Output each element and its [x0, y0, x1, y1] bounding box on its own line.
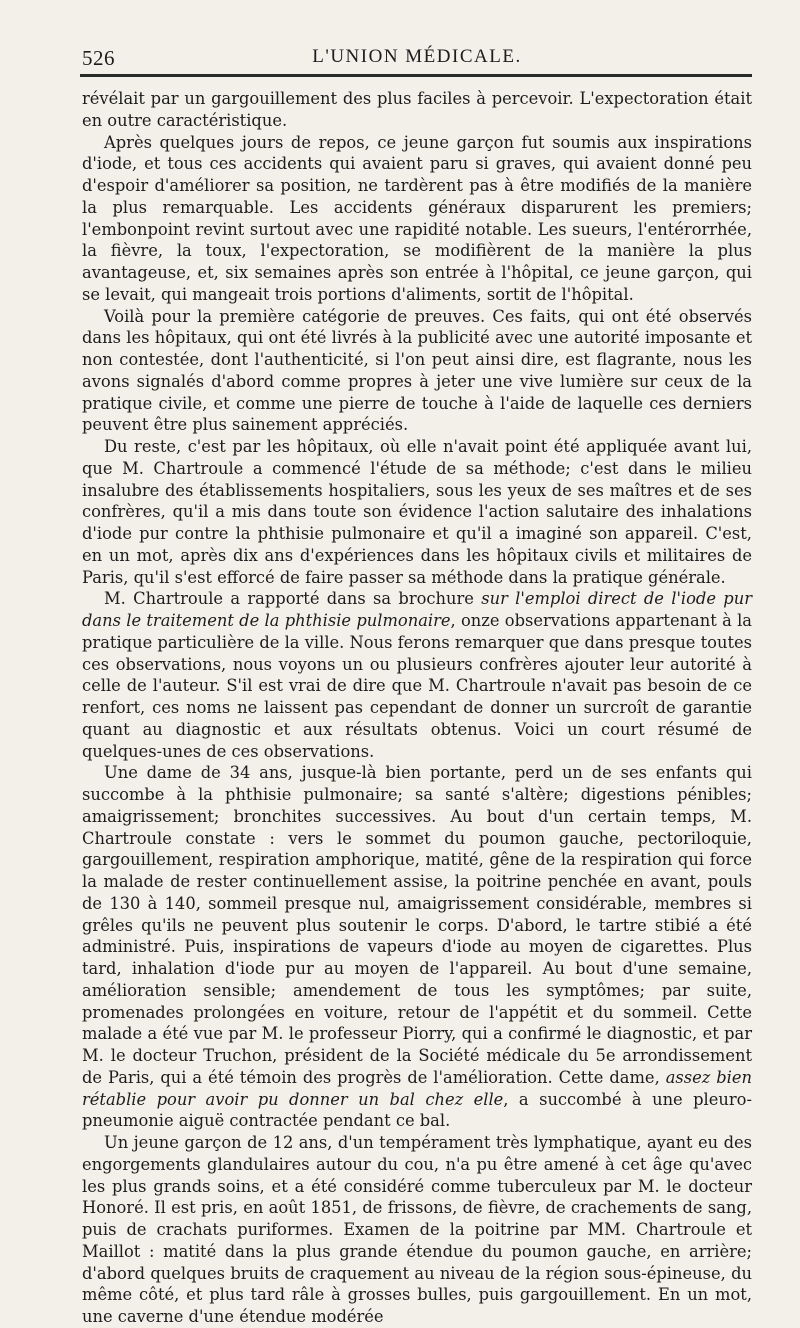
paragraph-text: Un jeune garçon de 12 ans, d'un tempérament très lymphatique, ayant eu des engorgements glandulaires autour du cou, n'a pu être amené à cet âge qu'avec les plus grands soins, et a été considéré comme tuberculeux par M. le docteur Honoré. Il est pris, en août 1851, de frissons, de fièvre, de crachements de sang, puis de crachats puriformes. Examen de la poitrine par MM. Chartroule et Maillot : matité dans la plus grande étendue du poumon gauche, en arrière; d'abord quelques bruits de craquement au niveau de la région sous-épineuse, du même côté, et plus tard râle à grosses bulles, puis gargouillement. En un mot, une caverne d'une étendue modérée	[82, 1133, 752, 1326]
paragraph-text: M. Chartroule a rapporté dans sa brochure	[104, 589, 482, 609]
paragraph	[82, 306, 752, 437]
paragraph-text: révélait par un gargouillement des plus faciles à percevoir. L'expectoration était en outre caractéristique.	[82, 89, 752, 130]
paragraph	[82, 762, 752, 1132]
body-text	[82, 88, 752, 1328]
paragraph	[82, 436, 752, 588]
header-rule	[80, 74, 752, 77]
paragraph-text: Voilà pour la première catégorie de preuves. Ces faits, qui ont été observés dans les hôpitaux, qui ont été livrés à la publicité avec une autorité imposante et non contestée, dont l'authenticité, si l'on peut ainsi dire, est flagrante, nous les avons signalés d'abord comme propres à jeter une vive lumière sur ceux de la pratique civile, et comme une pierre de touche à l'aide de laquelle ces derniers peuvent être plus sainement appréciés.	[82, 306, 752, 435]
page-header	[82, 44, 752, 74]
running-title: L'UNION MÉDICALE.	[312, 46, 522, 67]
paragraph-text: Du reste, c'est par les hôpitaux, où elle n'avait point été appliquée avant lui, que M. Chartroule a commencé l'étude de sa méthode; c'est dans le milieu insalubre des établissements hospitaliers, sous les yeux de ses maîtres et de ses confrères, qu'il a mis dans toute son évidence l'action salutaire des inhalations d'iode pur contre la phthisie pulmonaire et qu'il a imaginé son appareil. C'est, en un mot, après dix ans d'expériences dans les hôpitaux civils et militaires de Paris, qu'il s'est efforcé de faire passer sa méthode dans la pratique générale.	[82, 437, 752, 587]
paragraph-text: , onze observations appartenant à la pratique particulière de la ville. Nous ferons remarquer que dans presque toutes ces observations, nous voyons un ou plusieurs confrères ajouter leur autorité à celle de l'auteur. S'il est vrai de dire que M. Chartroule n'avait pas besoin de ce renfort, ces noms ne laissent pas cependant de donner un surcroît de garantie quant au diagnostic et aux résultats obtenus. Voici un court résumé de quelques-unes de ces observations.	[82, 611, 752, 761]
paragraph-text: Une dame de 34 ans, jusque-là bien portante, perd un de ses enfants qui succombe à la phthisie pulmonaire; sa santé s'altère; digestions pénibles; amaigrissement; bronchites successives. Au bout d'un certain temps, M. Chartroule constate : vers le sommet du poumon gauche, pectoriloquie, gargouillement, respiration amphorique, matité, gêne de la respiration qui force la malade de rester continuellement assise, la poitrine penchée en avant, pouls de 130 à 140, sommeil presque nul, amaigrissement considérable, membres si grêles qu'ils ne peuvent plus soutenir le corps. D'abord, le tartre stibié a été administré. Puis, inspirations de vapeurs d'iode au moyen de cigarettes. Plus tard, inhalation d'iode pur au moyen de l'appareil. Au bout d'une semaine, amélioration sensible; amendement de tous les symptômes; par suite, promenades prolongées en voiture, retour de l'appétit et du sommeil. Cette malade a été vue par M. le professeur Piorry, qui a confirmé le diagnostic, et par M. le docteur Truchon, président de la Société médicale du 5e arrondissement de Paris, qui a été témoin des progrès de l'amélioration. Cette dame,	[82, 763, 752, 1087]
italic-phrase: assez bien rétablie pour avoir pu donner un bal chez elle	[82, 1067, 752, 1109]
paragraph	[82, 132, 752, 306]
paragraph	[82, 1132, 752, 1328]
paragraph-text: , a succombé à une pleuro-pneumonie aiguë contractée pendant ce bal.	[82, 1089, 752, 1131]
paragraph	[82, 88, 752, 132]
brochure-title: sur l'emploi direct de l'iode pur dans le traitement de la phthisie pulmonaire	[82, 589, 752, 630]
paragraph-text: Après quelques jours de repos, ce jeune garçon fut soumis aux inspirations d'iode, et tous ces accidents qui avaient paru si graves, qui avaient donné peu d'espoir d'améliorer sa position, ne tardèrent pas à être modifiés de la manière la plus remarquable. Les accidents généraux disparurent les premiers; l'embonpoint revint surtout avec une rapidité notable. Les sueurs, l'entérorrhée, la fièvre, la toux, l'expectoration, se modifièrent de la manière la plus avantageuse, et, six semaines après son entrée à l'hôpital, ce jeune garçon, qui se levait, qui mangeait trois portions d'aliments, sortit de l'hôpital.	[82, 132, 752, 304]
paragraph	[82, 588, 752, 762]
page-number: 526	[82, 46, 115, 70]
